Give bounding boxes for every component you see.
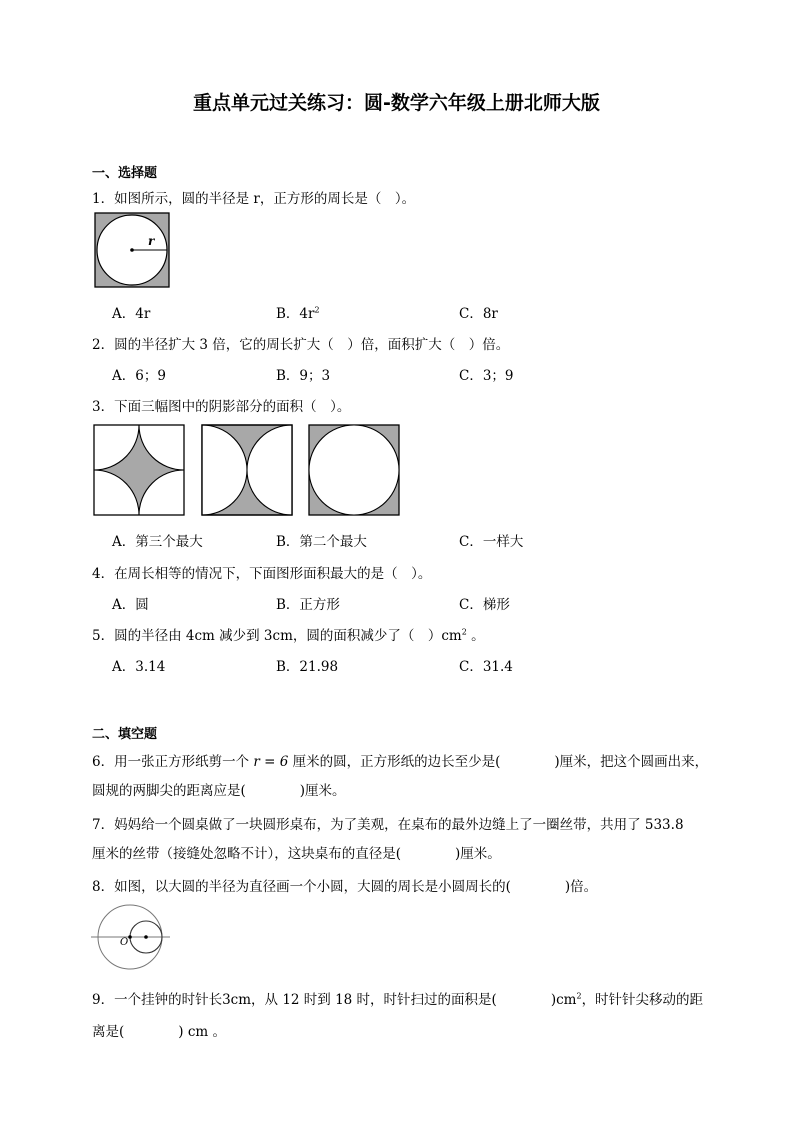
question-2-option-c: C．3；9 xyxy=(459,368,514,384)
question-9-line-2: 离是( ) cm 。 xyxy=(92,1024,226,1040)
question-3-figure-2 xyxy=(201,424,293,516)
question-8-stem: 8．如图，以大圆的半径为直径画一个小圆，大圆的周长是小圆周长的( )倍。 xyxy=(92,879,598,895)
question-4-option-a: A．圆 xyxy=(112,597,149,613)
question-4-option-c: C．梯形 xyxy=(459,597,510,613)
question-1-option-a: A．4r xyxy=(112,306,151,322)
question-1-option-c: C．8r xyxy=(459,306,498,322)
question-1-figure-label: r xyxy=(148,234,155,248)
question-3-figure-1 xyxy=(93,424,185,516)
question-2-option-b: B．9；3 xyxy=(276,368,331,384)
question-3-option-a: A．第三个最大 xyxy=(112,534,203,550)
question-5-stem: 5．圆的半径由 4cm 减少到 3cm，圆的面积减少了（ ）$cm^2$ 。 xyxy=(92,627,485,644)
question-1-stem: 1．如图所示，圆的半径是 r，正方形的周长是（ ）。 xyxy=(92,191,416,207)
section-heading-choice: 一、选择题 xyxy=(92,166,158,181)
question-4-option-b: B．正方形 xyxy=(276,597,340,613)
page-title: 重点单元过关练习：圆-数学六年级上册北师大版 xyxy=(193,92,600,114)
question-8-figure xyxy=(90,900,172,970)
question-7-line-2: 厘米的丝带（接缝处忽略不计），这块桌布的直径是( )厘米。 xyxy=(92,846,501,862)
question-5-option-a: A．3.14 xyxy=(112,659,166,675)
question-3-option-c: C．一样大 xyxy=(459,534,524,550)
question-2-stem: 2．圆的半径扩大 3 倍，它的周长扩大（ ）倍，面积扩大（ ）倍。 xyxy=(92,337,510,353)
question-3-stem: 3．下面三幅图中的阴影部分的面积（ ）。 xyxy=(92,399,351,415)
question-9-line-1: 9．一个挂钟的时针长3cm，从 12 时到 18 时，时针扫过的面积是( )$cm^2$，时针针尖移动的距 xyxy=(92,991,704,1008)
question-1-option-b: B．$4r^2$ xyxy=(276,305,320,322)
question-5-option-b: B．21.98 xyxy=(276,659,339,675)
question-7-line-1: 7．妈妈给一个圆桌做了一块圆形桌布，为了美观，在桌布的最外边缝上了一圈丝带，共用了 533.8 xyxy=(92,817,684,833)
question-2-option-a: A．6；9 xyxy=(112,368,166,384)
question-6-line-1: 6．用一张正方形纸剪一个 r = 6 厘米的圆，正方形纸的边长至少是( )厘米，把这个圆画出来， xyxy=(92,754,709,770)
question-4-stem: 4．在周长相等的情况下，下面图形面积最大的是（ ）。 xyxy=(92,566,432,582)
question-6-line-2: 圆规的两脚尖的距离应是( )厘米。 xyxy=(92,783,346,799)
question-3-option-b: B．第二个最大 xyxy=(276,534,367,550)
question-1-figure xyxy=(94,212,170,288)
section-heading-fill: 二、填空题 xyxy=(92,727,158,742)
question-8-figure-label: O xyxy=(120,937,129,948)
question-3-figure-3 xyxy=(308,424,400,516)
question-5-option-c: C．31.4 xyxy=(459,659,513,675)
